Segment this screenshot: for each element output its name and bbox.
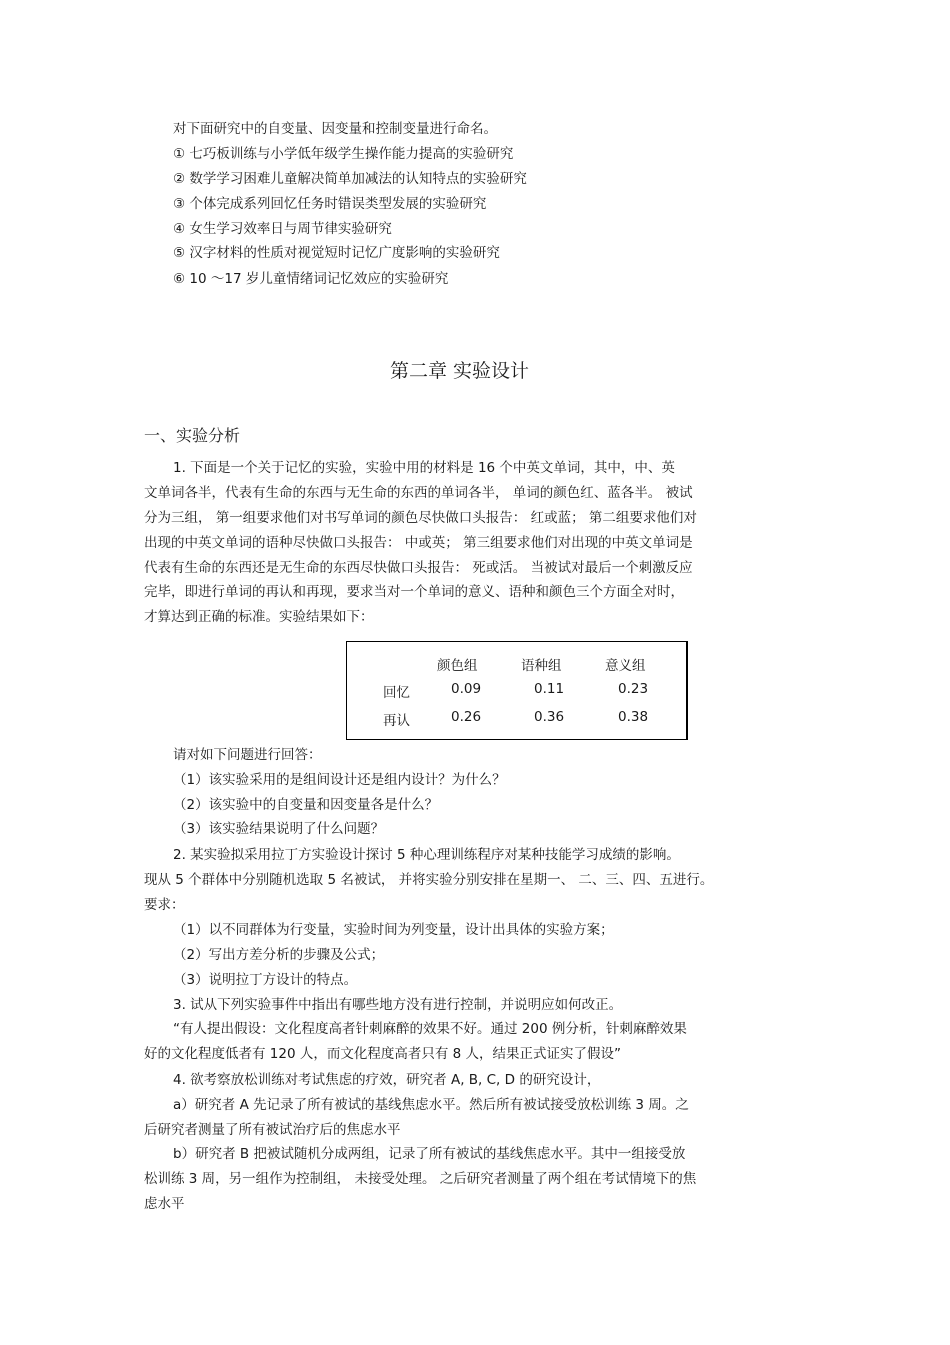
q1-line-7: 才算达到正确的标准。实验结果如下： [144,609,374,625]
q2-line-2: 现从 5 个群体中分别随机选取 5 名被试， 并将实验分别安排在星期一、 二、三、四、五进行。 [144,872,714,888]
recognition-language-value: 0.36 [534,709,565,725]
q2-line-1: 2. 某实验拟采用拉丁方实验设计探讨 5 种心理训练程序对某种技能学习成绩的影响。 [173,847,680,863]
intro-item-5: ⑤ 汉字材料的性质对视觉短时记忆广度影响的实验研究 [173,245,500,261]
q1-line-5: 代表有生命的东西还是无生命的东西尽快做口头报告： 死或活。 当被试对最后一个刺激反应 [144,560,693,576]
q2-sub-2: （2）写出方差分析的步骤及公式； [173,947,385,963]
intro-item-2: ② 数学学习困难儿童解决简单加减法的认知特点的实验研究 [173,171,527,187]
q3-line-1: 3. 试从下列实验事件中指出有哪些地方没有进行控制，并说明应如何改正。 [173,997,623,1013]
recall-meaning-value: 0.23 [618,681,649,697]
q1-line-6: 完毕，即进行单词的再认和再现，要求当对一个单词的意义、语种和颜色三个方面全对时， [144,584,684,600]
q1-sub-2: （2）该实验中的自变量和因变量各是什么？ [173,797,439,813]
q4-line-4: b）研究者 B 把被试随机分成两组，记录了所有被试的基线焦虑水平。其中一组接受放 [173,1146,686,1162]
q3-line-2: “有人提出假设：文化程度高者针刺麻醉的效果不好。通过 200 例分析，针刺麻醉效果 [173,1021,687,1037]
q1-sub-1: （1）该实验采用的是组间设计还是组内设计？为什么？ [173,772,506,788]
q2-sub-1: （1）以不同群体为行变量，实验时间为列变量，设计出具体的实验方案； [173,922,614,938]
chapter-title: 第二章 实验设计 [390,360,530,382]
q4-line-2: a）研究者 A 先记录了所有被试的基线焦虑水平。然后所有被试接受放松训练 3 周。之 [173,1097,689,1113]
recognition-color-value: 0.26 [451,709,482,725]
intro-item-6: ⑥ 10 ～17 岁儿童情绪词记忆效应的实验研究 [173,271,449,287]
recall-color-value: 0.09 [451,681,482,697]
q4-line-6: 虑水平 [144,1196,185,1212]
q1-line-1: 1. 下面是一个关于记忆的实验，实验中用的材料是 16 个中英文单词，其中，中、英 [173,460,675,476]
recall-language-value: 0.11 [534,681,565,697]
section-title: 一、实验分析 [144,426,241,445]
recognition-meaning-value: 0.38 [618,709,649,725]
q3-line-3: 好的文化程度低者有 120 人，而文化程度高者只有 8 人，结果正式证实了假设” [144,1046,622,1062]
q4-line-5: 松训练 3 周，另一组作为控制组， 未接受处理。 之后研究者测量了两个组在考试情境下的焦 [144,1171,697,1187]
q1-line-2: 文单词各半，代表有生命的东西与无生命的东西的单词各半， 单词的颜色红、蓝各半。 被试 [144,485,693,501]
header-meaning-group: 意义组 [605,658,646,674]
intro-item-1: ① 七巧板训练与小学低年级学生操作能力提高的实验研究 [173,146,514,162]
q1-prompt: 请对如下问题进行回答： [173,747,322,763]
results-table [346,641,688,740]
header-color-group: 颜色组 [437,658,478,674]
q4-line-1: 4. 欲考察放松训练对考试焦虑的疗效，研究者 A, B, C, D 的研究设计， [173,1072,601,1088]
q2-sub-3: （3）说明拉丁方设计的特点。 [173,972,358,988]
q1-line-3: 分为三组， 第一组要求他们对书写单词的颜色尽快做口头报告： 红或蓝； 第二组要求他们对 [144,510,697,526]
row-label-recognition: 再认 [383,713,410,729]
q1-sub-3: （3）该实验结果说明了什么问题？ [173,821,385,837]
q1-line-4: 出现的中英文单词的语种尽快做口头报告： 中或英； 第三组要求他们对出现的中英文单词是 [144,535,693,551]
intro-lead: 对下面研究中的自变量、因变量和控制变量进行命名。 [173,121,497,137]
header-language-group: 语种组 [521,658,562,674]
q4-line-3: 后研究者测量了所有被试治疗后的焦虑水平 [144,1122,401,1138]
q2-line-3: 要求： [144,897,185,913]
intro-item-3: ③ 个体完成系列回忆任务时错误类型发展的实验研究 [173,196,487,212]
intro-item-4: ④ 女生学习效率日与周节律实验研究 [173,221,392,237]
row-label-recall: 回忆 [383,685,410,701]
